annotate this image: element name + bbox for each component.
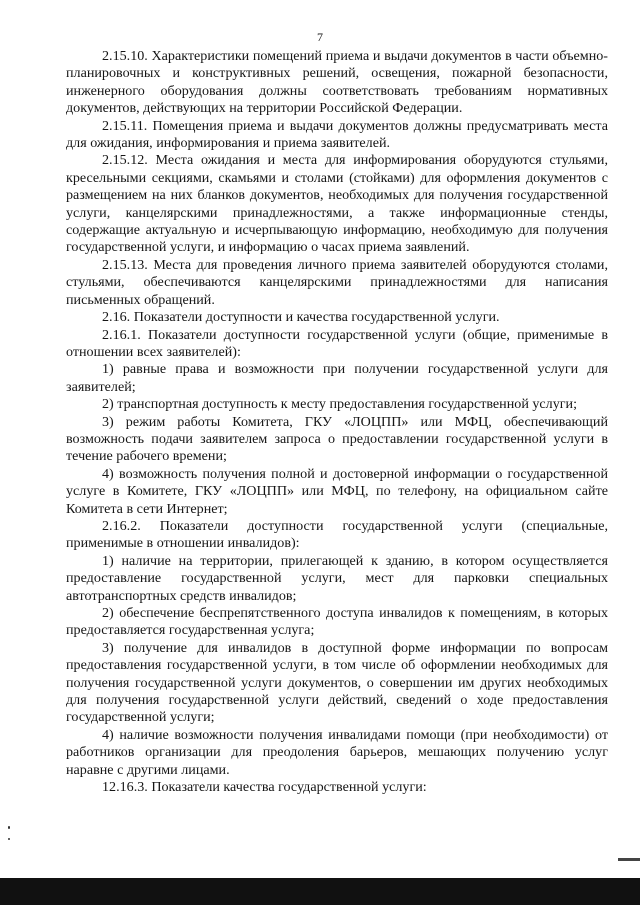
list-item: 2) обеспечение беспрепятственного доступа инвалидов к помещениям, в которых предоставляется государственная услуга; <box>66 605 608 639</box>
list-item: 3) режим работы Комитета, ГКУ «ЛОЦПП» или МФЦ, обеспечивающий возможность подачи заявителем запроса о предоставлении государственной услуги в течение рабочего времени; <box>66 413 608 465</box>
scan-bottom-border <box>0 878 640 905</box>
list-item: 1) наличие на территории, прилегающей к зданию, в котором осуществляется предоставление государственной услуги, мест для парковки специальных автотранспортных средств инвалидов; <box>66 552 608 604</box>
paragraph-12-16-3: 12.16.3. Показатели качества государственной услуги: <box>102 779 427 796</box>
document-body <box>66 48 608 796</box>
list-item: 4) наличие возможности получения инвалидами помощи (при необходимости) от работников организации для преодоления барьеров, мешающих получению услуг наравне с другими лицами. <box>66 726 608 778</box>
list-item: 1) равные права и возможности при получении государственной услуги для заявителей; <box>66 361 608 395</box>
paragraph-2-15-10: 2.15.10. Характеристики помещений приема и выдачи документов в части объемно-планировочных и конструктивных решений, освещения, пожарной безопасности, инженерного оборудования должны соответствовать требованиям нормативных документов, действующих на территории Российской Федерации. <box>66 48 608 117</box>
paragraph-2-15-12: 2.15.12. Места ожидания и места для информирования оборудуются стульями, кресельными секциями, скамьями и столами (стойками) для оформления документов с размещением на них бланков документов, необходимых для получения государственной услуги, канцелярскими принадлежностями, а также информационные стенды, содержащие актуальную и исчерпывающую информацию, необходимую для получения государственной услуги, и информацию о часах приема заявлений. <box>66 152 608 256</box>
list-item: 4) возможность получения полной и достоверной информации о государственной услуге в Комитете, ГКУ «ЛОЦПП» или МФЦ, по телефону, на официальном сайте Комитета в сети Интернет; <box>66 465 608 517</box>
scan-speck <box>8 826 10 829</box>
scan-edge-mark <box>618 858 640 861</box>
paragraph-2-16-2: 2.16.2. Показатели доступности государственной услуги (специальные, применимые в отношении инвалидов): <box>66 517 608 552</box>
paragraph-2-15-13: 2.15.13. Места для проведения личного приема заявителей оборудуются столами, стульями, обеспечиваются канцелярскими принадлежностями для написания письменных обращений. <box>66 256 608 308</box>
paragraph-2-16-1: 2.16.1. Показатели доступности государственной услуги (общие, применимые в отношении всех заявителей): <box>66 326 608 360</box>
scan-speck <box>8 838 10 840</box>
paragraph-2-15-11: 2.15.11. Помещения приема и выдачи документов должны предусматривать места для ожидания, информирования и приема заявителей. <box>66 117 608 152</box>
page-number: 7 <box>317 30 323 44</box>
list-item: 2) транспортная доступность к месту предоставления государственной услуги; <box>102 396 578 413</box>
list-item: 3) получение для инвалидов в доступной форме информации по вопросам предоставления государственной услуги, в том числе об оформлении необходимых для получения государственной услуги документов, о совершении им других необходимых для получения государственной услуги действий, сведений о ходе предоставления государственной услуги; <box>66 639 608 726</box>
section-heading-2-16: 2.16. Показатели доступности и качества государственной услуги. <box>102 309 500 326</box>
